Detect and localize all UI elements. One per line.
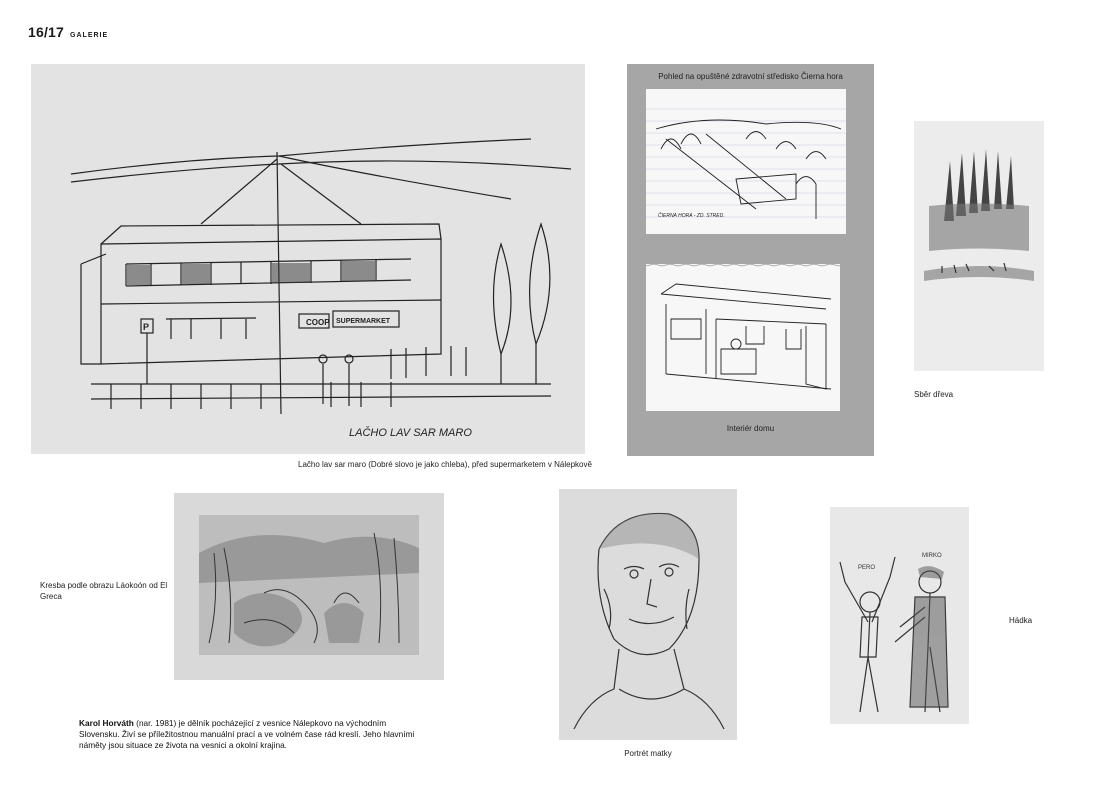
caption-interior: Interiér domu — [726, 424, 775, 433]
argument-drawing — [830, 507, 969, 724]
artist-bio-text: (nar. 1981) je dělník pocházející z vesnice Nálepkovo na východním Slovensku. Živí se příležitostnou manuální prací a ve volném čase rád kreslí. Jeho hlavními náměty jsou situace ze života na vesnici a okolní krajina. — [79, 718, 415, 751]
page-header — [28, 24, 108, 40]
inscription-mirko: MIRKO — [922, 553, 942, 559]
page-number: 16/17 — [28, 24, 65, 40]
sketch-panel — [627, 64, 874, 456]
wood-gathering-drawing — [914, 121, 1044, 371]
artist-bio — [79, 718, 419, 752]
inscription-pero: PERO — [858, 565, 876, 571]
supermarket-sign: SUPERMARKET — [336, 318, 391, 325]
parking-sign: P — [143, 322, 150, 332]
caption-laocoon: Kresba podle obrazu Láokoón od El Greca — [40, 581, 168, 601]
drawing-inscription: LAČHO LAV SAR MARO — [349, 427, 472, 439]
laocoon-drawing — [174, 493, 444, 680]
ciernahora-inscription: ČIERNA HORA - ZD. STRED. — [658, 213, 725, 219]
artist-name: Karol Horváth — [79, 718, 134, 728]
supermarket-drawing — [31, 64, 585, 454]
caption-supermarket: Lačho lav sar maro (Dobré slovo je jako chleba), před supermarketem v Nálepkově — [298, 460, 592, 469]
caption-argument: Hádka — [1009, 616, 1033, 625]
mother-portrait-drawing — [559, 489, 737, 740]
caption-wood: Sběr dřeva — [914, 390, 954, 399]
coop-sign: COOP — [306, 318, 330, 327]
ciernahora-sketch — [646, 89, 846, 234]
caption-portrait: Portrét matky — [624, 749, 672, 758]
interior-sketch — [646, 264, 840, 411]
panel-title: Pohled na opuštěné zdravotní středisko Čierna hora — [658, 72, 843, 81]
section-title: GALERIE — [70, 32, 109, 39]
supermarket-sketch — [31, 64, 585, 454]
